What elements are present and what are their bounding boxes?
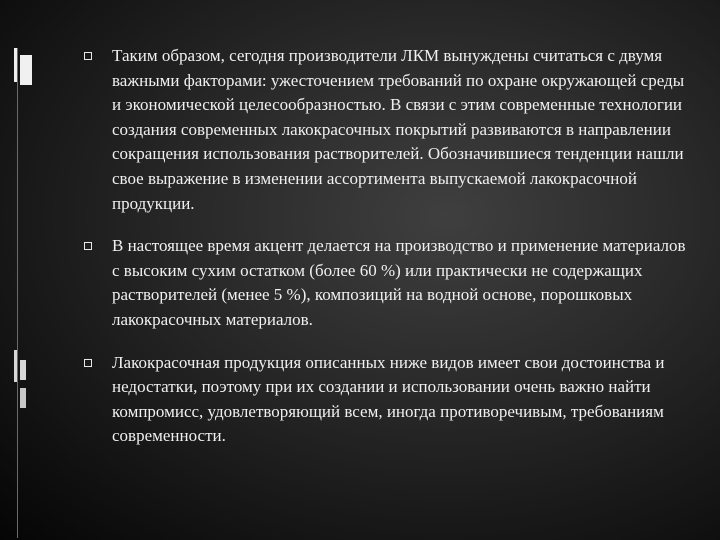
- bullet-text: В настоящее время акцент делается на производство и применение материалов с высоким сухим остатком (более 60 %) или практически не содержащих растворителей (менее 5 %), композиций на водной основе, порошковых лакокрасочных материалов.: [112, 236, 686, 329]
- bullet-item: [84, 44, 688, 216]
- decorative-block: [20, 55, 32, 85]
- decorative-vertical-line: [17, 48, 18, 538]
- decorative-block: [20, 360, 26, 380]
- bullet-text: Лакокрасочная продукция описанных ниже видов имеет свои достоинства и недостатки, поэтому при их создании и использовании очень важно найти компромисс, удовлетворяющий всем, иногда противоречивым, требованиям современности.: [112, 352, 665, 446]
- decorative-block: [20, 388, 26, 408]
- square-bullet-icon: [84, 359, 92, 367]
- decorative-bar: [14, 350, 17, 382]
- square-bullet-icon: [84, 52, 92, 60]
- bullet-text: Таким образом, сегодня производители ЛКМ вынуждены считаться с двумя важными факторами: ужесточением требований по охране окружающей среды и экономической целесообразностью. В связи с этим современные технологии создания современных лакокрасочных покрытий развиваются в направлении сокращения использования растворителей. Обозначившиеся тенденции нашли свое выражение в изменении ассортимента выпускаемой лакокрасочной продукции.: [112, 46, 685, 213]
- bullet-item: [84, 351, 688, 449]
- bullet-item: [84, 234, 688, 332]
- slide-body: [84, 44, 688, 467]
- square-bullet-icon: [84, 242, 92, 250]
